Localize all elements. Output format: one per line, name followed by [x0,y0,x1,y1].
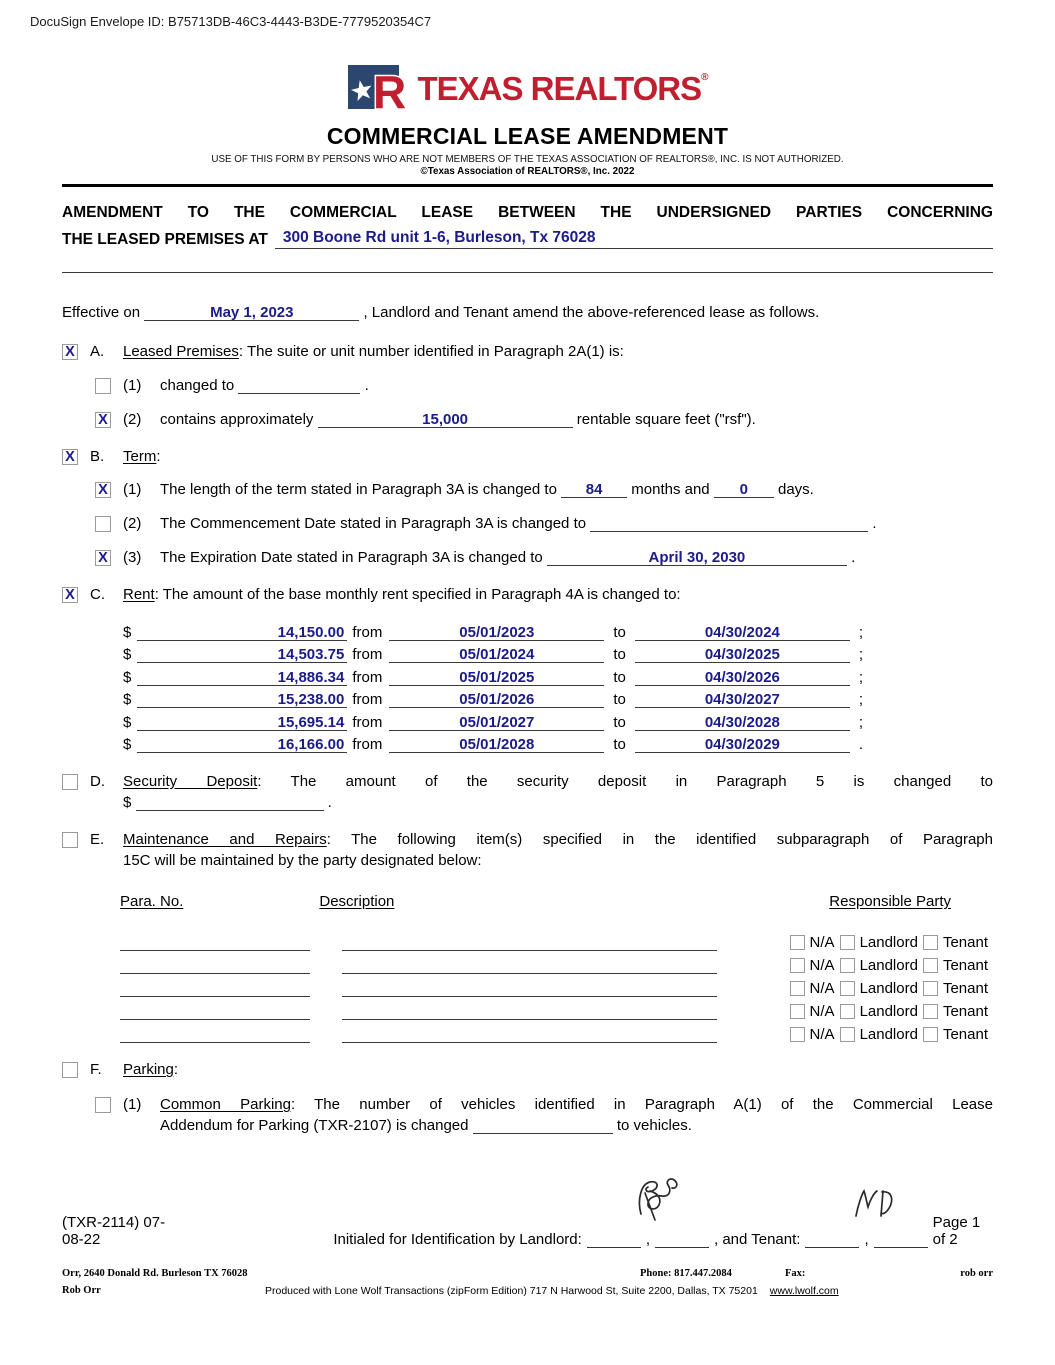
svg-text:R: R [373,66,406,110]
docusign-envelope-id: DocuSign Envelope ID: B75713DB-46C3-4443-B3DE-7779520354C7 [30,14,432,29]
landlord-checkbox[interactable] [840,1027,855,1042]
rent-amount-field[interactable]: 14,503.75 [137,646,347,663]
section-e-checkbox[interactable] [62,832,78,848]
section-f-item-1 [95,1096,993,1134]
agent-name-left: Rob Orr [62,1285,101,1296]
section-a [62,343,993,360]
na-label: N/A [809,1026,835,1043]
landlord-initials-field-2[interactable] [655,1235,709,1248]
section-c-text: : The amount of the base monthly rent specified in Paragraph 4A is changed to: [154,586,681,603]
landlord-label: Landlord [859,957,918,974]
authorization-notice: USE OF THIS FORM BY PERSONS WHO ARE NOT MEMBERS OF THE TEXAS ASSOCIATION OF REALTORS®, INC. IS NOT AUTHORIZED. [211,154,844,165]
maintenance-row-4 [62,997,993,1020]
to-label: to [613,736,626,753]
from-label: from [352,623,383,641]
section-a-checkbox[interactable]: X [62,344,78,360]
maintenance-table [62,928,993,1043]
section-f1-number: (1) [123,1096,142,1113]
section-b-checkbox[interactable]: X [62,449,78,465]
premises-address-field[interactable]: 300 Boone Rd unit 1-6, Burleson, Tx 76028 [275,229,993,249]
rent-row-6 [123,731,993,754]
section-c [62,586,993,603]
section-a1-period: . [360,377,369,394]
maintenance-row-5 [62,1020,993,1043]
registered-mark: ® [701,72,708,83]
section-c-label: Rent [123,586,155,603]
fax-label: Fax: [785,1268,806,1279]
production-footer [62,1268,993,1312]
section-f1-label: Common Parking [160,1096,291,1113]
section-b-text: : [156,448,161,465]
rent-row-1 [123,618,993,641]
column-header-description: Description [319,893,395,910]
currency-symbol: $ [123,691,132,708]
and-tenant-text: , and Tenant: [713,1231,801,1248]
section-a2-text-post: rentable square feet ("rsf"). [572,411,756,428]
form-code: (TXR-2114) 07-08-22 [62,1214,166,1248]
effective-date-line [62,304,993,321]
para-no-field[interactable] [120,1029,310,1043]
effective-suffix: , Landlord and Tenant amend the above-referenced lease as follows. [359,304,820,321]
page-title: COMMERCIAL LEASE AMENDMENT [326,123,729,149]
section-f1-vehicles-field[interactable] [473,1117,613,1134]
para-no-field[interactable] [120,1006,310,1020]
tenant-label: Tenant [942,957,988,974]
from-label: from [352,646,383,663]
to-label: to [613,713,626,731]
section-b1-days-field[interactable]: 0 [714,481,774,498]
section-f-label: Parking [123,1061,174,1078]
section-b2-period: . [868,515,877,532]
na-checkbox[interactable] [790,1027,805,1042]
initials-footer [62,1214,993,1248]
tenant-initials-field-2[interactable] [874,1235,928,1248]
to-label: to [613,646,626,663]
initialed-for-identification-text: Initialed for Identification by Landlord: [333,1231,582,1248]
rent-row-4 [123,686,993,709]
section-b3-checkbox[interactable]: X [95,550,111,566]
from-label: from [352,691,383,708]
tenant-checkbox[interactable] [923,935,938,950]
description-field[interactable] [342,1006,717,1020]
na-checkbox[interactable] [790,1004,805,1019]
tenant-checkbox[interactable] [923,1004,938,1019]
section-a1-checkbox[interactable] [95,378,111,394]
column-header-responsible-party: Responsible Party [829,893,951,910]
section-a2-checkbox[interactable]: X [95,412,111,428]
amendment-heading-line2 [62,229,993,249]
rent-amount-field[interactable]: 14,886.34 [137,669,347,686]
section-b1-text-pre: The length of the term stated in Paragraph 3A is changed to [160,481,562,498]
section-d-period: . [323,794,332,811]
section-b3-number: (3) [123,549,142,566]
rent-to-field[interactable]: 04/30/2029 [635,736,850,753]
currency-symbol: $ [123,646,132,663]
section-f1-text-line2-pre: Addendum for Parking (TXR-2107) is changed [160,1117,473,1134]
rent-from-field[interactable]: 05/01/2028 [389,736,604,753]
section-b2-text: The Commencement Date stated in Paragraph 3A is changed to [160,515,591,532]
section-d-letter: D. [90,773,105,790]
section-e-label: Maintenance and Repairs [123,831,327,848]
separator: . [858,736,864,753]
rent-to-field[interactable]: 04/30/2024 [635,624,850,641]
texas-realtors-logo-icon [347,64,405,114]
rent-to-field[interactable]: 04/30/2027 [635,691,850,708]
copyright-line: ©Texas Association of REALTORS®, Inc. 2022 [420,166,635,177]
section-b3-text: The Expiration Date stated in Paragraph 3A is changed to [160,549,547,566]
rent-from-field[interactable]: 05/01/2024 [389,646,604,663]
tenant-initials-field-1[interactable] [805,1235,859,1248]
to-label: to [613,691,626,708]
maintenance-table-header [62,893,993,910]
section-f1-checkbox[interactable] [95,1097,111,1113]
rent-amount-field[interactable]: 15,695.14 [137,714,347,731]
section-b3-date-field[interactable]: April 30, 2030 [547,549,847,566]
tenant-checkbox[interactable] [923,981,938,996]
rent-from-field[interactable]: 05/01/2025 [389,669,604,686]
section-b2-checkbox[interactable] [95,516,111,532]
handwritten-initials-scribble-icon [589,1157,689,1245]
section-d [62,773,993,811]
landlord-label: Landlord [859,980,918,997]
section-a1-number: (1) [123,377,142,394]
tenant-label: Tenant [942,1026,988,1043]
landlord-checkbox[interactable] [840,1004,855,1019]
section-e-letter: E. [90,831,105,848]
rent-amount-field[interactable]: 16,166.00 [137,736,347,753]
agent-name-right: rob orr [960,1268,993,1279]
section-d-label: Security Deposit [123,773,258,790]
description-field[interactable] [342,983,717,997]
landlord-checkbox[interactable] [840,981,855,996]
page-number: Page 1 of 2 [932,1214,981,1248]
section-a-item-2 [95,411,993,428]
section-b-letter: B. [90,448,105,465]
section-a-text: : The suite or unit number identified in Paragraph 2A(1) is: [238,343,624,360]
section-b-item-2 [95,515,993,532]
phone-number: Phone: 817.447.2084 [640,1268,732,1279]
section-b1-months-field[interactable]: 84 [561,481,627,498]
section-f-text: : [173,1061,179,1078]
from-label: from [352,668,383,686]
section-a2-number: (2) [123,411,142,428]
separator: ; [858,691,864,708]
comma-separator: , [645,1231,650,1248]
na-label: N/A [809,1003,835,1020]
tenant-label: Tenant [942,980,988,997]
maintenance-row-3 [62,974,993,997]
section-d-text: : The amount of the security deposit in Paragraph 5 is changed to [257,773,993,790]
description-field[interactable] [342,1029,717,1043]
from-label: from [352,736,383,753]
rent-from-field[interactable]: 05/01/2027 [389,714,604,731]
section-d-deposit-field[interactable] [136,794,324,811]
to-label: to [613,668,626,686]
section-f [62,1061,993,1078]
tenant-label: Tenant [942,934,988,951]
amendment-heading-line1: AMENDMENT TO THE COMMERCIAL LEASE BETWEEN THE UNDERSIGNED PARTIES CONCERNING [62,204,993,221]
na-checkbox[interactable] [790,935,805,950]
description-field[interactable] [342,937,717,951]
from-label: from [352,713,383,731]
brand-name: TEXAS REALTORS® [417,70,708,107]
rent-from-field[interactable]: 05/01/2023 [389,624,604,641]
tenant-checkbox[interactable] [923,1027,938,1042]
para-no-field[interactable] [120,960,310,974]
section-f-letter: F. [90,1061,102,1078]
section-f-checkbox[interactable] [62,1062,78,1078]
effective-date-field[interactable]: May 1, 2023 [144,304,359,321]
landlord-label: Landlord [859,934,918,951]
section-f1-text-line2-post: to vehicles. [612,1117,692,1134]
currency-symbol: $ [123,794,132,811]
currency-symbol: $ [123,736,132,753]
landlord-initials-field-1[interactable] [587,1235,641,1248]
column-header-para-no: Para. No. [120,893,184,910]
section-b [62,448,993,465]
na-checkbox[interactable] [790,981,805,996]
tenant-checkbox[interactable] [923,958,938,973]
section-a2-text-pre: contains approximately [160,411,318,428]
effective-prefix: Effective on [62,304,145,321]
na-label: N/A [809,934,835,951]
rent-amount-field[interactable]: 15,238.00 [137,691,347,708]
currency-symbol: $ [123,713,132,731]
na-label: N/A [809,957,835,974]
section-b-item-1 [95,481,993,498]
section-b3-period: . [846,549,856,566]
landlord-label: Landlord [859,1003,918,1020]
office-address: Orr, 2640 Donald Rd. Burleson TX 76028 [62,1268,248,1279]
comma-separator: , [864,1231,869,1248]
na-checkbox[interactable] [790,958,805,973]
rent-row-3 [123,663,993,686]
rent-from-field[interactable]: 05/01/2026 [389,691,604,708]
section-a2-rsf-field[interactable]: 15,000 [318,411,573,428]
rent-amount-field[interactable]: 14,150.00 [137,624,347,641]
section-f1-text-line1: : The number of vehicles identified in Paragraph A(1) of the Commercial Lease [290,1096,993,1113]
section-d-checkbox[interactable] [62,774,78,790]
na-label: N/A [809,980,835,997]
section-c-letter: C. [90,586,105,603]
maintenance-row-1 [62,928,993,951]
rent-to-field[interactable]: 04/30/2028 [635,714,850,731]
section-b1-text-post: days. [773,481,814,498]
lwolf-website-link[interactable]: www.lwolf.com [769,1285,839,1297]
section-a-label: Leased Premises [123,343,239,360]
tenant-label: Tenant [942,1003,988,1020]
rent-row-5 [123,708,993,731]
rent-row-2 [123,641,993,664]
maintenance-row-2 [62,951,993,974]
section-e-text-line2: 15C will be maintained by the party designated below: [123,852,482,869]
section-a-item-1 [95,377,993,394]
section-e [62,831,993,869]
premises-label: THE LEASED PREMISES AT [62,231,268,248]
section-c-checkbox[interactable]: X [62,587,78,603]
section-a1-field[interactable] [238,377,360,394]
separator: ; [858,623,864,641]
form-header [62,0,993,187]
section-a1-text: changed to [160,377,239,394]
section-b2-date-field[interactable] [590,515,868,532]
section-a-letter: A. [90,343,105,360]
description-field[interactable] [342,960,717,974]
currency-symbol: $ [123,668,132,686]
separator: ; [858,646,864,663]
para-no-field[interactable] [120,983,310,997]
rent-schedule [123,618,993,753]
landlord-checkbox[interactable] [840,935,855,950]
section-b2-number: (2) [123,515,142,532]
separator: ; [858,668,864,686]
header-rule [62,184,993,187]
handwritten-initials-md-icon [811,1169,897,1243]
para-no-field[interactable] [120,937,310,951]
separator: ; [858,713,864,731]
currency-symbol: $ [123,623,132,641]
rent-to-field[interactable]: 04/30/2026 [635,669,850,686]
produced-with-line: Produced with Lone Wolf Transactions (zipForm Edition) 717 N Harwood St, Suite 2200, Dallas, TX 75201 www.lwolf.com [265,1285,839,1297]
section-b1-number: (1) [123,481,142,498]
section-e-text-line1: : The following item(s) specified in the identified subparagraph of Paragraph [326,831,993,848]
section-b-label: Term [123,448,157,465]
landlord-checkbox[interactable] [840,958,855,973]
rent-to-field[interactable]: 04/30/2025 [635,646,850,663]
section-b-item-3 [95,549,993,566]
to-label: to [613,623,626,641]
premises-address-blank-line[interactable] [62,249,993,273]
landlord-label: Landlord [859,1026,918,1043]
section-b1-text-mid: months and [627,481,714,498]
section-b1-checkbox[interactable]: X [95,482,111,498]
